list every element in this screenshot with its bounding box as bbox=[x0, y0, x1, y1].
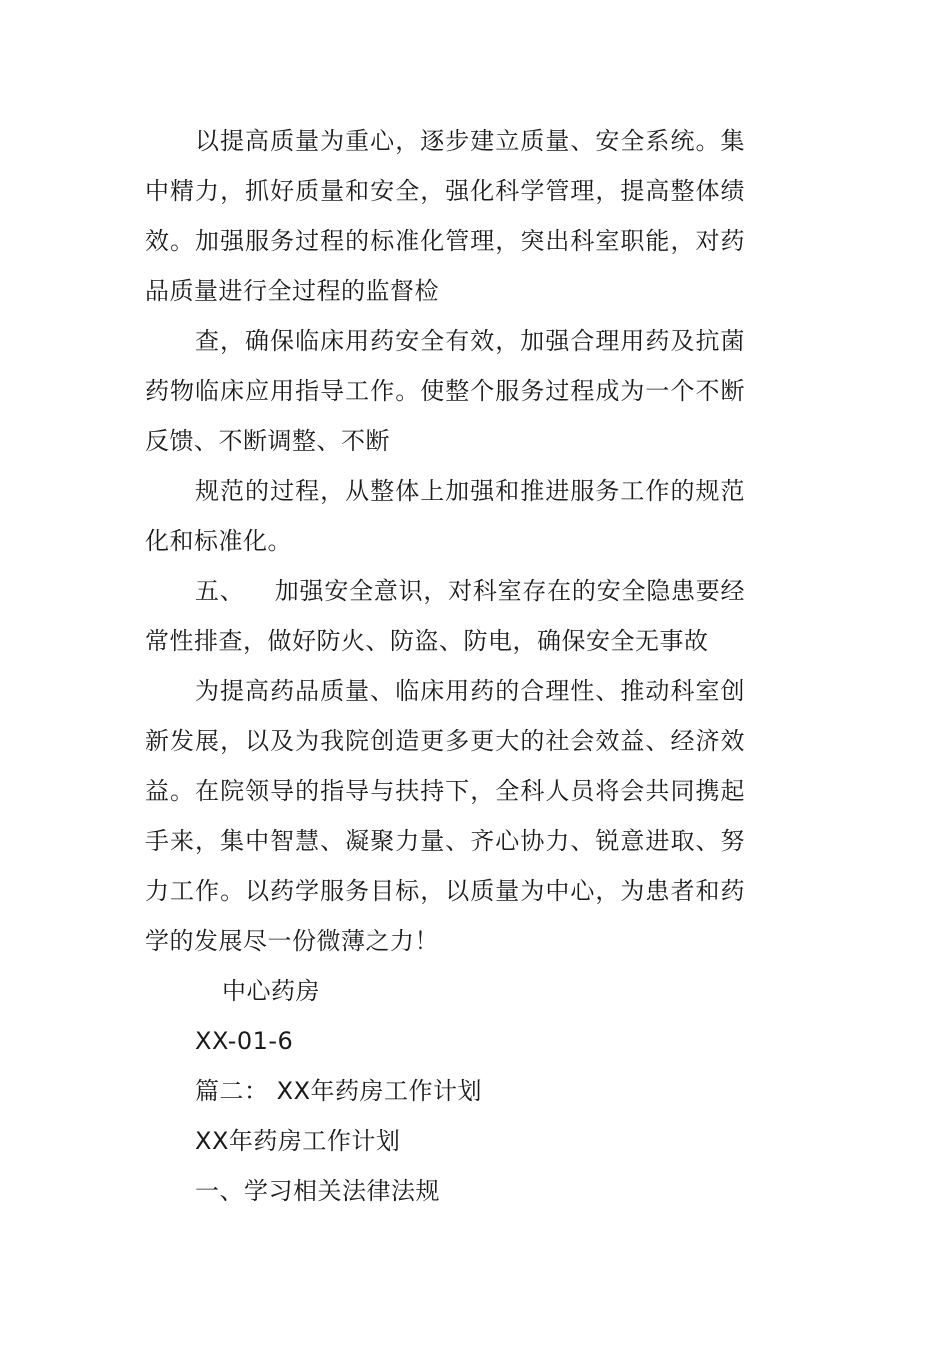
document-body bbox=[145, 116, 745, 1216]
section-five-number: 五、 bbox=[195, 577, 245, 605]
paragraph-closing: 为提高药品质量、临床用药的合理性、推动科室创新发展，以及为我院创造更多更大的社会效益、经济效益。在院领导的指导与扶持下，全科人员将会共同携起手来，集中智慧、凝聚力量、齐心协力、锐意进取、努力工作。以药学服务目标，以质量为中心，为患者和药学的发展尽一份微薄之力！ bbox=[145, 677, 745, 955]
paragraph-standardization: 规范的过程，从整体上加强和推进服务工作的规范化和标准化。 bbox=[145, 477, 745, 555]
part-two-title-text: XX年药房工作计划 bbox=[276, 1077, 483, 1105]
signature-department: 中心药房 bbox=[222, 977, 320, 1005]
part-two-section-one: 一、学习相关法律法规 bbox=[195, 1177, 440, 1205]
section-five bbox=[145, 566, 745, 666]
part-two-label: 篇二： bbox=[195, 1077, 269, 1105]
signature-date: XX-01-6 bbox=[195, 1027, 294, 1055]
paragraph-quality: 以提高质量为重心，逐步建立质量、安全系统。集中精力，抓好质量和安全，强化科学管理，提高整体绩效。加强服务过程的标准化管理，突出科室职能，对药品质量进行全过程的监督检 bbox=[145, 127, 745, 305]
part-two-heading: XX年药房工作计划 bbox=[195, 1127, 401, 1155]
section-five-text: 加强安全意识，对科室存在的安全隐患要经常性排查，做好防火、防盗、防电，确保安全无事故 bbox=[145, 577, 746, 655]
part-two-title bbox=[145, 1066, 745, 1116]
paragraph-clinical-safety: 查，确保临床用药安全有效，加强合理用药及抗菌药物临床应用指导工作。使整个服务过程成为一个不断反馈、不断调整、不断 bbox=[145, 327, 745, 455]
